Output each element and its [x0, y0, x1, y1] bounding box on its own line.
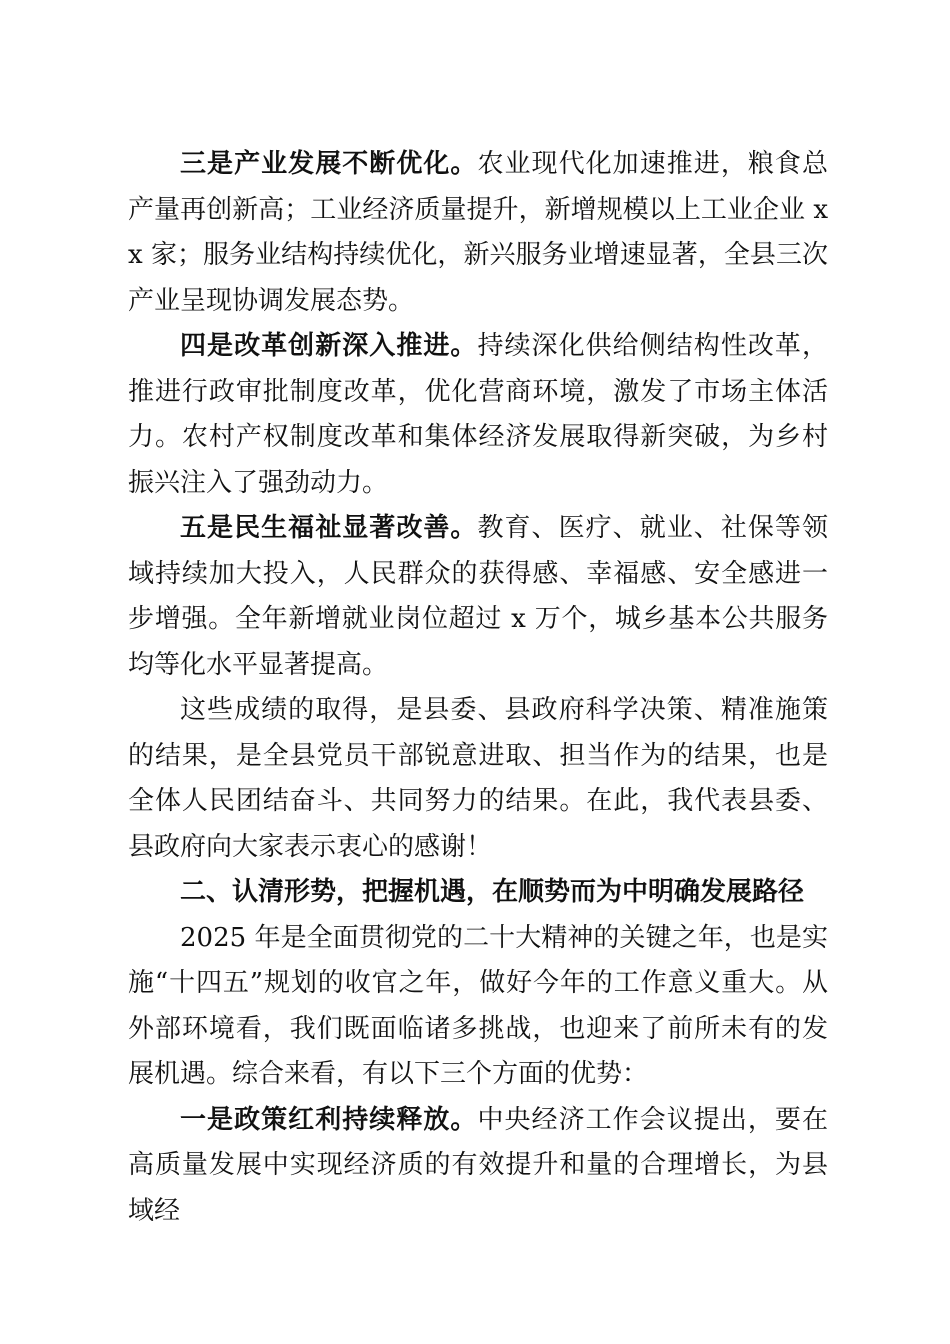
paragraph-livelihood [128, 506, 828, 688]
paragraph-lead: 四是改革创新深入推进。 [180, 331, 478, 361]
paragraph-industry [128, 142, 828, 324]
paragraph-body: 中央经济工作会议提出，要在高质量发展中实现经济质的有效提升和量的合理增长，为县域经 [128, 1104, 828, 1226]
paragraph-lead: 三是产业发展不断优化。 [180, 149, 478, 179]
section-heading: 二、认清形势，把握机遇，在顺势而为中明确发展路径 [180, 877, 805, 907]
paragraph-reform [128, 324, 828, 506]
paragraph-lead: 五是民生福祉显著改善。 [180, 513, 478, 543]
paragraph-thanks [128, 688, 828, 870]
paragraph-lead: 一是政策红利持续释放。 [180, 1104, 478, 1135]
paragraph-policy [128, 1098, 828, 1235]
paragraph-body: 农业现代化加速推进，粮食总产量再创新高；工业经济质量提升，新增规模以上工业企业 xx 家；服务业结构持续优化，新兴服务业增速显著，全县三次产业呈现协调发展态势。 [128, 149, 828, 316]
paragraph-situation [128, 916, 828, 1098]
document-page [128, 142, 828, 1234]
paragraph-body: 这些成绩的取得，是县委、县政府科学决策、精准施策的结果，是全县党员干部锐意进取、担当作为的结果，也是全体人民团结奋斗、共同努力的结果。在此，我代表县委、县政府向大家表示衷心的感谢！ [128, 695, 828, 862]
paragraph-body: 2025 年是全面贯彻党的二十大精神的关键之年，也是实施“十四五”规划的收官之年，做好今年的工作意义重大。从外部环境看，我们既面临诸多挑战，也迎来了前所未有的发展机遇。综合来看，有以下三个方面的优势： [128, 922, 828, 1089]
paragraph-body: 教育、医疗、就业、社保等领域持续加大投入，人民群众的获得感、幸福感、安全感进一步增强。全年新增就业岗位超过 x 万个，城乡基本公共服务均等化水平显著提高。 [128, 513, 828, 680]
paragraph-body: 持续深化供给侧结构性改革，推进行政审批制度改革，优化营商环境，激发了市场主体活力。农村产权制度改革和集体经济发展取得新突破，为乡村振兴注入了强劲动力。 [128, 331, 828, 498]
